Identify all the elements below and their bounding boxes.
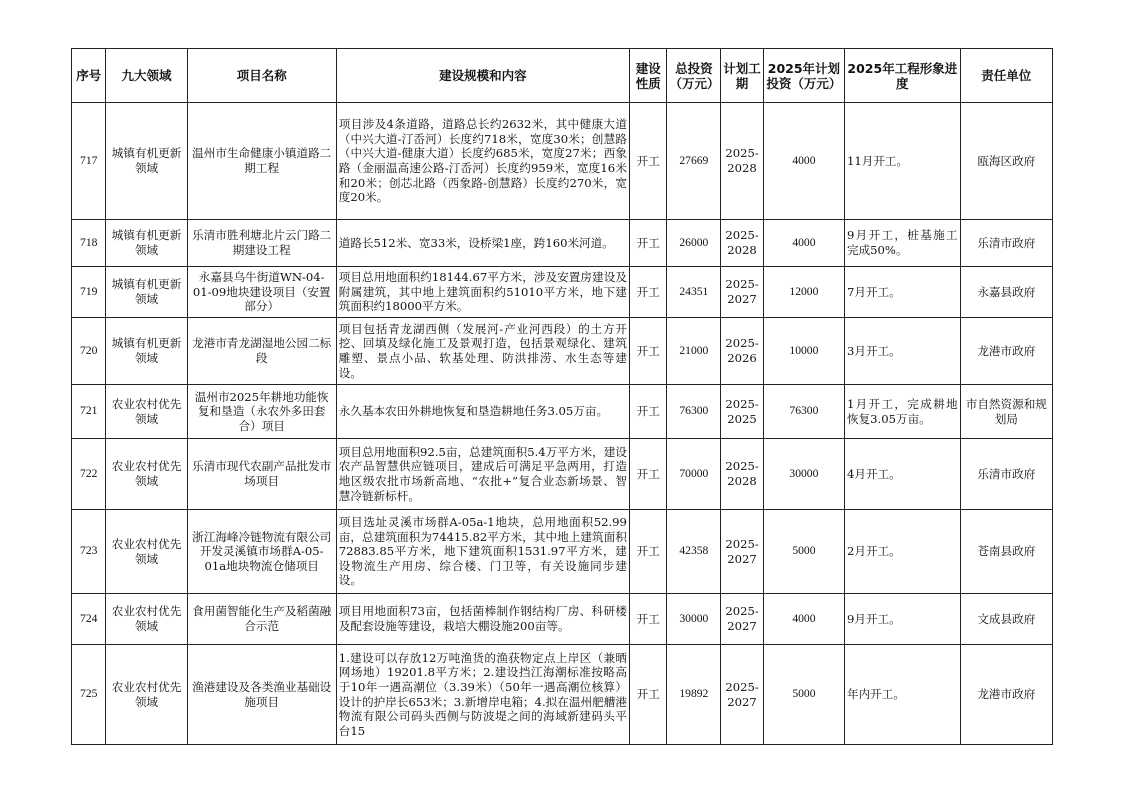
cell-scope: 道路长512米、宽33米，设桥梁1座，跨160米河道。: [336, 220, 629, 267]
cell-plan-2025: 4000: [763, 103, 844, 220]
table-row: [72, 439, 1053, 510]
cell-total-investment: 26000: [667, 220, 721, 267]
header-unit: 责任单位: [960, 49, 1052, 103]
cell-plan-2025: 10000: [763, 318, 844, 385]
header-domain: 九大领域: [106, 49, 187, 103]
cell-progress-2025: 7月开工。: [844, 267, 960, 318]
cell-project-name: 龙港市青龙湖湿地公园二标段: [187, 318, 336, 385]
cell-nature: 开工: [629, 510, 667, 594]
cell-domain: 城镇有机更新领域: [106, 318, 187, 385]
table-body: [72, 103, 1053, 745]
header-progress2025: 2025年工程形象进度: [844, 49, 960, 103]
table-row: [72, 594, 1053, 645]
cell-domain: 农业农村优先领域: [106, 439, 187, 510]
cell-responsible-unit: 瓯海区政府: [960, 103, 1052, 220]
cell-domain: 城镇有机更新领域: [106, 103, 187, 220]
cell-period: 2025-2027: [721, 594, 764, 645]
cell-progress-2025: 年内开工。: [844, 645, 960, 745]
header-period: 计划工期: [721, 49, 764, 103]
cell-project-name: 乐清市胜利塘北片云门路二期建设工程: [187, 220, 336, 267]
cell-seq: 722: [72, 439, 106, 510]
cell-scope: 项目总用地面积约18144.67平方米，涉及安置房建设及附属建筑，其中地上建筑面积约51010平方米，地下建筑面积约18000平方米。: [336, 267, 629, 318]
cell-nature: 开工: [629, 385, 667, 439]
cell-progress-2025: 9月开工。: [844, 594, 960, 645]
table-row: [72, 318, 1053, 385]
table-row: [72, 645, 1053, 745]
cell-domain: 城镇有机更新领域: [106, 220, 187, 267]
cell-plan-2025: 76300: [763, 385, 844, 439]
cell-scope: 项目包括青龙湖西侧（发展河-产业河西段）的土方开挖、回填及绿化施工及景观打造，包括景观绿化、建筑雕塑、景点小品、软基处理、防洪排涝、水生态等建设。: [336, 318, 629, 385]
cell-total-investment: 24351: [667, 267, 721, 318]
cell-plan-2025: 30000: [763, 439, 844, 510]
header-seq: 序号: [72, 49, 106, 103]
cell-period: 2025-2027: [721, 510, 764, 594]
cell-progress-2025: 3月开工。: [844, 318, 960, 385]
cell-scope: 项目涉及4条道路，道路总长约2632米，其中健康大道（中兴大道-汀岙河）长度约718米，宽度30米；创慧路（中兴大道-健康大道）长度约685米，宽度27米；西象路（金丽温高速公路-汀岙河）长度约959米，宽度16米和20米；创芯北路（西象路-创慧路）长度约270米，宽度20米。: [336, 103, 629, 220]
cell-progress-2025: 11月开工。: [844, 103, 960, 220]
cell-scope: 项目用地面积73亩，包括菌棒制作钢结构厂房、科研楼及配套设施等建设，栽培大棚设施200亩等。: [336, 594, 629, 645]
header-name: 项目名称: [187, 49, 336, 103]
cell-nature: 开工: [629, 439, 667, 510]
cell-scope: 项目选址灵溪市场群A-05a-1地块，总用地面积52.99亩，总建筑面积为74415.82平方米，其中地上建筑面积72883.85平方米，地下建筑面积1531.97平方米，建设物流生产用房、综合楼、门卫等，有关设施同步建设。: [336, 510, 629, 594]
table-row: [72, 220, 1053, 267]
cell-responsible-unit: 文成县政府: [960, 594, 1052, 645]
cell-seq: 723: [72, 510, 106, 594]
cell-scope: 1.建设可以存放12万吨渔货的渔获物定点上岸区（兼晒网场地）19201.8平方米；2.建设挡江海潮标准按略高于10年一遇高潮位（3.39米）（50年一遇高潮位核算）设计的护岸长653米；3.新增岸电箱；4.拟在温州舥艚港物流有限公司码头西侧与防波堤之间的海域新建码头平台15: [336, 645, 629, 745]
table-row: [72, 103, 1053, 220]
cell-total-investment: 30000: [667, 594, 721, 645]
table-row: [72, 385, 1053, 439]
cell-domain: 城镇有机更新领域: [106, 267, 187, 318]
cell-plan-2025: 4000: [763, 220, 844, 267]
cell-project-name: 浙江海峰冷链物流有限公司开发灵溪镇市场群A-05-01a地块物流仓储项目: [187, 510, 336, 594]
cell-responsible-unit: 市自然资源和规划局: [960, 385, 1052, 439]
cell-nature: 开工: [629, 103, 667, 220]
cell-progress-2025: 2月开工。: [844, 510, 960, 594]
cell-responsible-unit: 乐清市政府: [960, 220, 1052, 267]
cell-project-name: 渔港建设及各类渔业基础设施项目: [187, 645, 336, 745]
cell-project-name: 温州市2025年耕地功能恢复和垦造（永农外多田套合）项目: [187, 385, 336, 439]
cell-seq: 718: [72, 220, 106, 267]
cell-period: 2025-2028: [721, 220, 764, 267]
table-row: [72, 510, 1053, 594]
cell-plan-2025: 12000: [763, 267, 844, 318]
cell-nature: 开工: [629, 220, 667, 267]
cell-project-name: 永嘉县乌牛街道WN-04-01-09地块建设项目（安置部分）: [187, 267, 336, 318]
cell-progress-2025: 4月开工。: [844, 439, 960, 510]
cell-total-investment: 70000: [667, 439, 721, 510]
cell-total-investment: 21000: [667, 318, 721, 385]
cell-period: 2025-2028: [721, 103, 764, 220]
cell-domain: 农业农村优先领域: [106, 594, 187, 645]
cell-seq: 721: [72, 385, 106, 439]
cell-period: 2025-2027: [721, 267, 764, 318]
header-nature: 建设性质: [629, 49, 667, 103]
cell-progress-2025: 9月开工，桩基施工完成50%。: [844, 220, 960, 267]
header-scope: 建设规模和内容: [336, 49, 629, 103]
cell-responsible-unit: 龙港市政府: [960, 645, 1052, 745]
cell-seq: 724: [72, 594, 106, 645]
cell-responsible-unit: 苍南县政府: [960, 510, 1052, 594]
cell-plan-2025: 5000: [763, 510, 844, 594]
header-plan2025: 2025年计划投资（万元）: [763, 49, 844, 103]
cell-period: 2025-2028: [721, 439, 764, 510]
cell-project-name: 食用菌智能化生产及稻菌融合示范: [187, 594, 336, 645]
cell-plan-2025: 4000: [763, 594, 844, 645]
table-row: [72, 267, 1053, 318]
cell-nature: 开工: [629, 267, 667, 318]
cell-total-investment: 42358: [667, 510, 721, 594]
cell-period: 2025-2026: [721, 318, 764, 385]
cell-seq: 725: [72, 645, 106, 745]
cell-nature: 开工: [629, 594, 667, 645]
cell-domain: 农业农村优先领域: [106, 385, 187, 439]
cell-domain: 农业农村优先领域: [106, 510, 187, 594]
cell-seq: 720: [72, 318, 106, 385]
cell-nature: 开工: [629, 645, 667, 745]
cell-total-investment: 27669: [667, 103, 721, 220]
cell-project-name: 温州市生命健康小镇道路二期工程: [187, 103, 336, 220]
cell-responsible-unit: 乐清市政府: [960, 439, 1052, 510]
project-table: [71, 48, 1053, 745]
cell-progress-2025: 1月开工，完成耕地恢复3.05万亩。: [844, 385, 960, 439]
cell-period: 2025-2027: [721, 645, 764, 745]
cell-total-investment: 19892: [667, 645, 721, 745]
cell-nature: 开工: [629, 318, 667, 385]
header-total: 总投资（万元）: [667, 49, 721, 103]
cell-plan-2025: 5000: [763, 645, 844, 745]
cell-total-investment: 76300: [667, 385, 721, 439]
cell-scope: 项目总用地面积92.5亩，总建筑面积5.4万平方米，建设农产品智慧供应链项目，建成后可满足平急两用，打造地区级农批市场新高地、“农批+”复合业态新场景、智慧冷链新标杆。: [336, 439, 629, 510]
cell-responsible-unit: 龙港市政府: [960, 318, 1052, 385]
cell-seq: 717: [72, 103, 106, 220]
cell-scope: 永久基本农田外耕地恢复和垦造耕地任务3.05万亩。: [336, 385, 629, 439]
cell-seq: 719: [72, 267, 106, 318]
table-header-row: [72, 49, 1053, 103]
cell-project-name: 乐清市现代农副产品批发市场项目: [187, 439, 336, 510]
cell-domain: 农业农村优先领域: [106, 645, 187, 745]
cell-responsible-unit: 永嘉县政府: [960, 267, 1052, 318]
cell-period: 2025-2025: [721, 385, 764, 439]
